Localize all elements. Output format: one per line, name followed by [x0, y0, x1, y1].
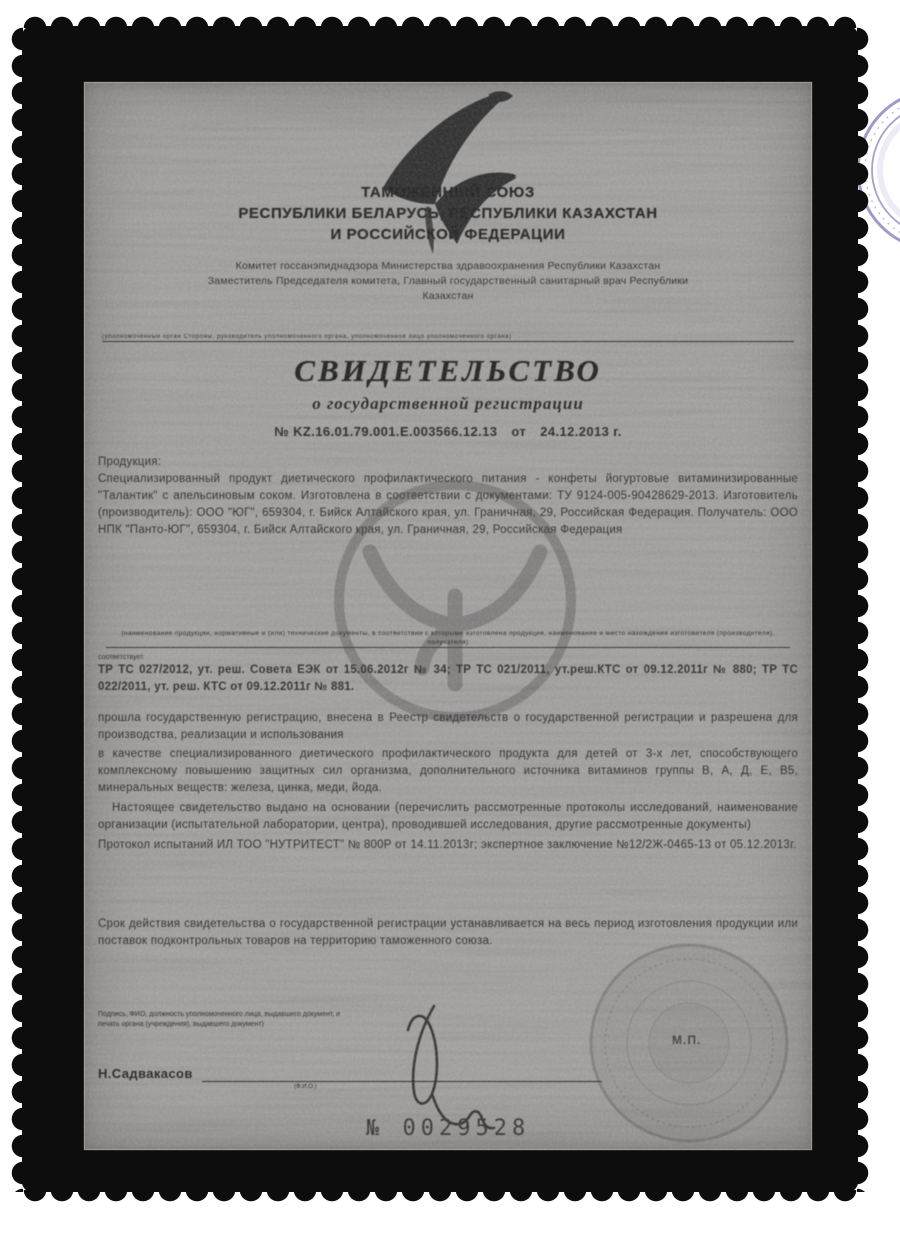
- certificate-title: СВИДЕТЕЛЬСТВО: [294, 353, 602, 388]
- registration-paragraph-2: в качестве специализированного диетического профилактического продукта для детей от 3-х лет, способствующего комплексному повышению защитных сил организма, дополнительного источника витаминов группы В, А, Д, Е, В5, минеральных веществ: железа, цинка, меди, йода.: [98, 748, 798, 794]
- certificate-paper: [84, 82, 812, 1150]
- certificate-subtitle: о государственной регистрации: [312, 394, 584, 413]
- compliance-regulations: ТР ТС 027/2012, ут. реш. Совета ЕЭК от 15.06.2012г № 34; ТР ТС 021/2011, ут.реш.КТС от 09.12.2011г № 880; ТР ТС 022/2011, ут. реш. КТС от 09.12.2011г № 881.: [98, 664, 798, 693]
- product-fineprint: (наименование продукции, нормативные и (или) технические документы, в соответствии с которыми изготовлена продукция, наименование и место нахождения изготовителя (производителя), получателя): [106, 629, 790, 648]
- org-name-line3: И РОССИЙСКОЙ ФЕДЕРАЦИИ: [330, 226, 566, 243]
- registration-paragraph-1: прошла государственную регистрацию, внесена в Реестр свидетельств о государственной регистрации и разрешена для производства, реализации и использования: [98, 712, 798, 741]
- signatory-name: Н.Садвакасов: [98, 1066, 193, 1081]
- serial-number: 0029528: [402, 1116, 531, 1141]
- compliance-intro: соответствует: [98, 654, 144, 661]
- frame-scallops-bottom: [22, 1190, 858, 1203]
- fio-label: (Ф.И.О.): [294, 1084, 317, 1090]
- committee-line3: Казахстан: [422, 290, 474, 302]
- frame-scallops-left: [11, 26, 23, 1192]
- certificate-number-ot: от: [511, 424, 527, 439]
- signature-fineprint: Подпись, ФИО, должность уполномоченного лица, выдавшего документ, и печать органа (учреждения), выдавшего документ): [98, 1011, 341, 1028]
- committee-line1: Комитет госсанэпиднадзора Министерства здравоохранения Республики Казахстан: [235, 260, 661, 272]
- validity-paragraph: Срок действия свидетельства о государственной регистрации устанавливается на весь период изготовления продукции или поставок подконтрольных товаров на территорию таможенного союза.: [98, 918, 798, 947]
- frame-scallops-right: [857, 26, 869, 1192]
- committee-line2: Заместитель Председателя комитета, Главный государственный санитарный врач Республики: [207, 275, 689, 287]
- seal-mp-label: М.П.: [672, 1033, 702, 1047]
- product-label: Продукция:: [98, 456, 162, 468]
- certificate-number: № KZ.16.01.79.001.Е.003566.12.13: [274, 424, 498, 439]
- frame-scallops-top: [22, 15, 858, 28]
- serial-number-prefix: №: [365, 1116, 385, 1141]
- org-name-line1: ТАМОЖЕННЫЙ СОЮЗ: [361, 184, 535, 201]
- org-name-line2: РЕСПУБЛИКИ БЕЛАРУСЬ, РЕСПУБЛИКИ КАЗАХСТАН: [238, 205, 658, 222]
- registration-paragraph-3: Настоящее свидетельство выдано на основании (перечислить рассмотренные протоколы исследований, наименование организации (испытательной лаборатории, центра), проводившей исследования, другие рассмотренные документы): [98, 802, 798, 831]
- test-protocol-paragraph: Протокол испытаний ИЛ ТОО "НУТРИТЕСТ" № 800Р от 14.11.2013г; экспертное заключение №12/2Ж-0465-13 от 05.12.2013г.: [98, 839, 797, 851]
- issuer-fineprint: (уполномоченный орган Стороны, руководитель уполномоченного органа, уполномоченное лицо уполномоченного органа): [102, 334, 794, 342]
- certificate-date: 24.12.2013 г.: [540, 424, 622, 439]
- product-description: Специализированный продукт диетического профилактического питания - конфеты йогуртовые витаминизированные "Талантик" с апельсиновым соком. Изготовлена в соответствии с документами: ТУ 9124-005-90428629-2013. Изготовитель (производитель): ООО "ЮГ", 659304, г. Бийск Алтайского края, ул. Граничная, 29, Российская Федерация. Получатель: ООО НПК "Панто-ЮГ", 659304, г. Бийск Алтайского края, ул. Граничная, 29, Российская Федерация: [98, 473, 798, 536]
